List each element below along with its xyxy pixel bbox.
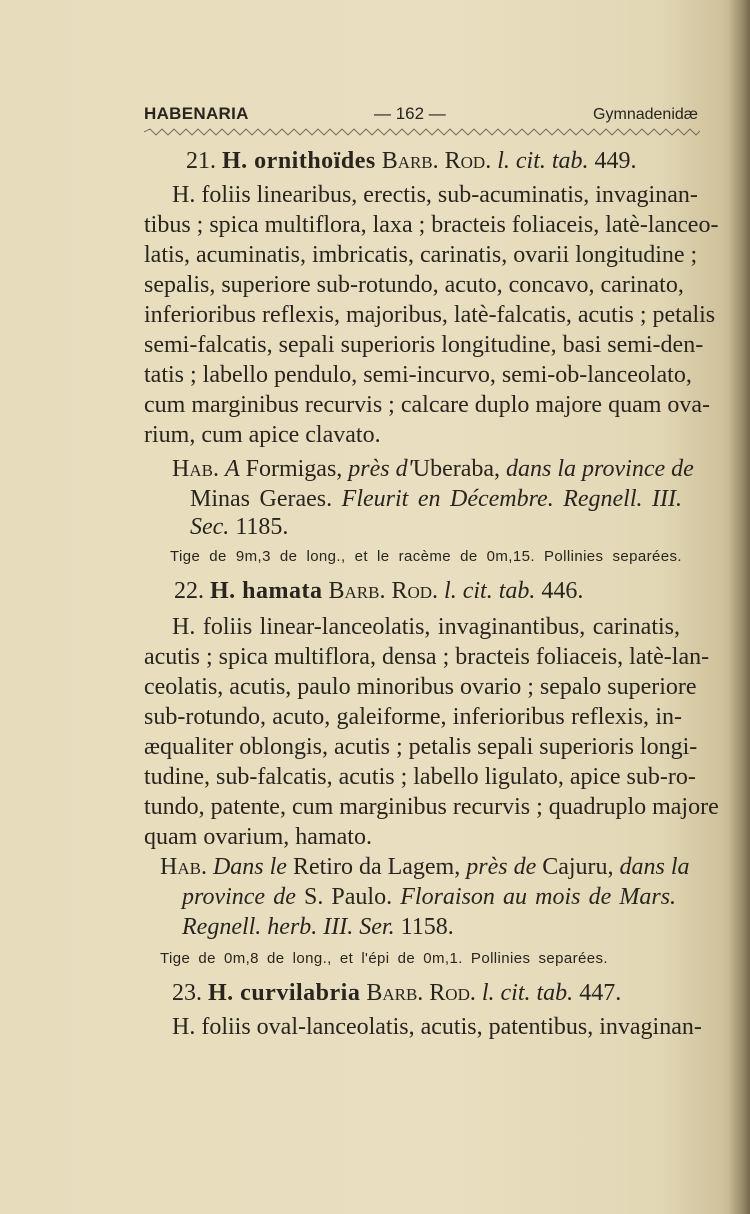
habitat-text: dans la province de [506, 456, 694, 482]
specimen-note: Tige de 9m,3 de long., et le racème de 0m,15. Pollinies separées. [170, 548, 682, 565]
species-author: Barb. Rod. [366, 980, 476, 1006]
species-author: Barb. Rod. [381, 148, 492, 174]
habitat-place: Uberaba, [412, 456, 501, 482]
habitat-line [190, 512, 288, 542]
species-number: 23. [172, 980, 202, 1006]
species-author: Barb. Rod. [328, 578, 439, 604]
habitat-place: Retiro da Lagem, [292, 854, 461, 880]
habitat-text: près de [466, 854, 537, 880]
description-line: tatis ; labello pendulo, semi-incurvo, semi-ob-lanceolato, [144, 362, 692, 388]
species-table: 447. [579, 980, 622, 1006]
species-number: 21. [186, 148, 216, 174]
description-line: quam ovarium, hamato. [144, 824, 372, 850]
description-line: rium, cum apice clavato. [144, 422, 381, 448]
habitat-text: Sec. [190, 514, 230, 540]
habitat-line [182, 912, 454, 942]
page-gutter-shadow [728, 0, 750, 1214]
habitat-text: dans la [619, 854, 690, 880]
description-line: H. foliis oval-lanceolatis, acutis, patentibus, invaginan- [172, 1014, 702, 1040]
habitat-line [190, 484, 682, 514]
description-line: sepalis, superiore sub-rotundo, acuto, concavo, carinato, [144, 272, 684, 298]
description-line: latis, acuminatis, imbricatis, carinatis, ovarii longitudine ; [144, 242, 698, 268]
description-line: cum marginibus recurvis ; calcare duplo majore quam ova- [144, 392, 711, 418]
species-name: H. ornithoïdes [222, 148, 376, 174]
species-reference: l. cit. tab. [497, 148, 589, 174]
running-head-genus: HABENARIA [144, 104, 249, 123]
species-heading-22 [174, 576, 583, 606]
habitat-line [182, 882, 676, 912]
description-line: sub-rotundo, acuto, galeiforme, inferioribus reflexis, in- [144, 704, 682, 730]
description-line: inferioribus reflexis, majoribus, latè-falcatis, acutis ; petalis [144, 302, 716, 328]
page-number: — 162 — [374, 104, 446, 123]
habitat-text: province de [182, 884, 296, 910]
species-number: 22. [174, 578, 204, 604]
description-line: æqualiter oblongis, acutis ; petalis sepali superioris longi- [144, 734, 698, 760]
specimen-note: Tige de 0m,8 de long., et l'épi de 0m,1. Pollinies separées. [160, 950, 608, 967]
ornamental-wavy-rule [144, 127, 700, 137]
description-line: H. foliis linearibus, erectis, sub-acuminatis, invaginan- [172, 182, 698, 208]
habitat-number: 1185. [235, 514, 289, 540]
habitat-label: Hab. [172, 456, 219, 482]
description-line: semi-falcatis, sepali superioris longitudine, basi semi-den- [144, 332, 704, 358]
species-name: H. curvilabria [208, 980, 361, 1006]
habitat-line [160, 852, 690, 882]
habitat-text: A [224, 456, 240, 482]
description-line: tudine, sub-falcatis, acutis ; labello ligulato, apice sub-ro- [144, 764, 696, 790]
habitat-place: Cajuru, [542, 854, 614, 880]
species-reference: l. cit. tab. [481, 980, 574, 1006]
running-head-family: Gymnadenidæ [593, 106, 698, 123]
habitat-label: Hab. [160, 854, 207, 880]
species-heading-21 [186, 146, 637, 176]
species-name: H. hamata [210, 578, 323, 604]
description-line: tibus ; spica multiflora, laxa ; bracteis foliaceis, latè-lanceo- [144, 212, 719, 238]
species-reference: l. cit. tab. [444, 578, 536, 604]
species-heading-23 [172, 978, 621, 1008]
habitat-place: Minas Geraes. [190, 486, 333, 512]
species-table: 449. [594, 148, 637, 174]
habitat-line [172, 454, 694, 484]
habitat-text: Dans le [212, 854, 287, 880]
description-line: tundo, patente, cum marginibus recurvis ; quadruplo majore [144, 794, 719, 820]
habitat-text: près d' [348, 456, 413, 482]
description-line: ceolatis, acutis, paulo minoribus ovario ; sepalo superiore [144, 674, 697, 700]
habitat-place: S. Paulo. [303, 884, 393, 910]
habitat-text: Floraison au mois de Mars. [400, 884, 677, 910]
description-line: acutis ; spica multiflora, densa ; bracteis foliaceis, latè-lan- [144, 644, 710, 670]
habitat-number: 1158. [400, 914, 454, 940]
habitat-text: Fleurit en Décembre. Regnell. III. [341, 486, 683, 512]
habitat-text: Regnell. herb. III. Ser. [182, 914, 395, 940]
running-head [144, 104, 698, 128]
species-table: 446. [541, 578, 584, 604]
habitat-place: Formigas, [245, 456, 343, 482]
description-line: H. foliis linear-lanceolatis, invaginantibus, carinatis, [172, 614, 680, 640]
